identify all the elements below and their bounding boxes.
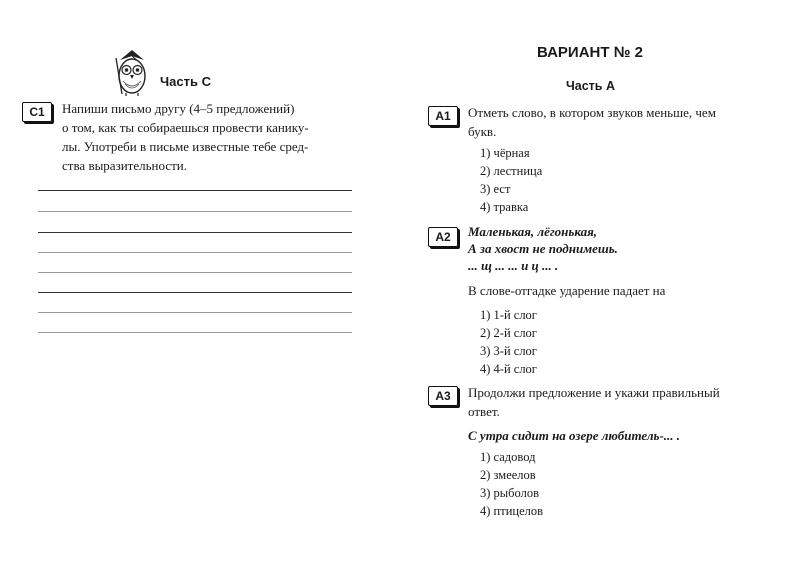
- answer-line[interactable]: [38, 332, 352, 333]
- answer-line[interactable]: [38, 292, 352, 293]
- task-c1-line: ства выразительности.: [62, 158, 187, 173]
- task-c1-line: Напиши письмо другу (4–5 предложений): [62, 101, 295, 116]
- answer-option[interactable]: 1) садовод: [480, 450, 536, 464]
- task-a1-tag: А1: [428, 106, 458, 126]
- answer-option[interactable]: 4) птицелов: [480, 504, 544, 518]
- task-c1-line: лы. Употреби в письме известные тебе сред-: [62, 139, 309, 154]
- answer-option[interactable]: 4) травка: [480, 200, 529, 214]
- riddle-pattern: ... щ ... ... и ц ... .: [468, 258, 559, 273]
- riddle-line: А за хвост не поднимешь.: [468, 241, 618, 256]
- part-c-header: [112, 48, 211, 96]
- answer-line[interactable]: [38, 272, 352, 273]
- task-c1-tag: С1: [22, 102, 52, 122]
- answer-option[interactable]: 1) 1-й слог: [480, 308, 537, 322]
- task-a2-options: [480, 306, 537, 378]
- answer-option[interactable]: 1) чёрная: [480, 146, 530, 160]
- answer-option[interactable]: 2) змеелов: [480, 468, 536, 482]
- task-a3-line: Продолжи предложение и укажи правильный: [468, 385, 720, 400]
- task-a2-question: В слове-отгадке ударение падает на: [468, 283, 666, 298]
- owl-icon: [112, 48, 152, 96]
- part-c-title: Часть С: [160, 73, 211, 89]
- task-a3-sentence: С утра сидит на озере любитель-... .: [468, 428, 681, 443]
- answer-option[interactable]: 2) 2-й слог: [480, 326, 537, 340]
- task-a3-options: [480, 448, 543, 520]
- task-a3-text: [468, 383, 788, 421]
- task-c1-line: о том, как ты собираешься провести канику-: [62, 120, 309, 135]
- task-a1-line: Отметь слово, в котором звуков меньше, чем: [468, 105, 716, 120]
- variant-title: ВАРИАНТ № 2: [537, 44, 643, 61]
- task-a3-line: ответ.: [468, 404, 500, 419]
- task-a2-tag: А2: [428, 227, 458, 247]
- task-a1-line: букв.: [468, 124, 497, 139]
- answer-line[interactable]: [38, 232, 352, 233]
- part-a-title: Часть А: [566, 79, 615, 93]
- task-c1-text: [62, 99, 382, 175]
- right-page: [400, 0, 800, 578]
- answer-line[interactable]: [38, 190, 352, 191]
- task-a3-tag: А3: [428, 386, 458, 406]
- answer-option[interactable]: 3) рыболов: [480, 486, 540, 500]
- answer-option[interactable]: 4) 4-й слог: [480, 362, 537, 376]
- riddle-line: Маленькая, лёгонькая,: [468, 224, 598, 239]
- answer-option[interactable]: 3) 3-й слог: [480, 344, 537, 358]
- task-a1-options: [480, 144, 542, 216]
- answer-line[interactable]: [38, 211, 352, 212]
- answer-line[interactable]: [38, 312, 352, 313]
- answer-option[interactable]: 3) ест: [480, 182, 511, 196]
- answer-line[interactable]: [38, 252, 352, 253]
- task-a2-riddle: [468, 223, 788, 274]
- answer-option[interactable]: 2) лестница: [480, 164, 543, 178]
- task-a1-text: [468, 103, 788, 141]
